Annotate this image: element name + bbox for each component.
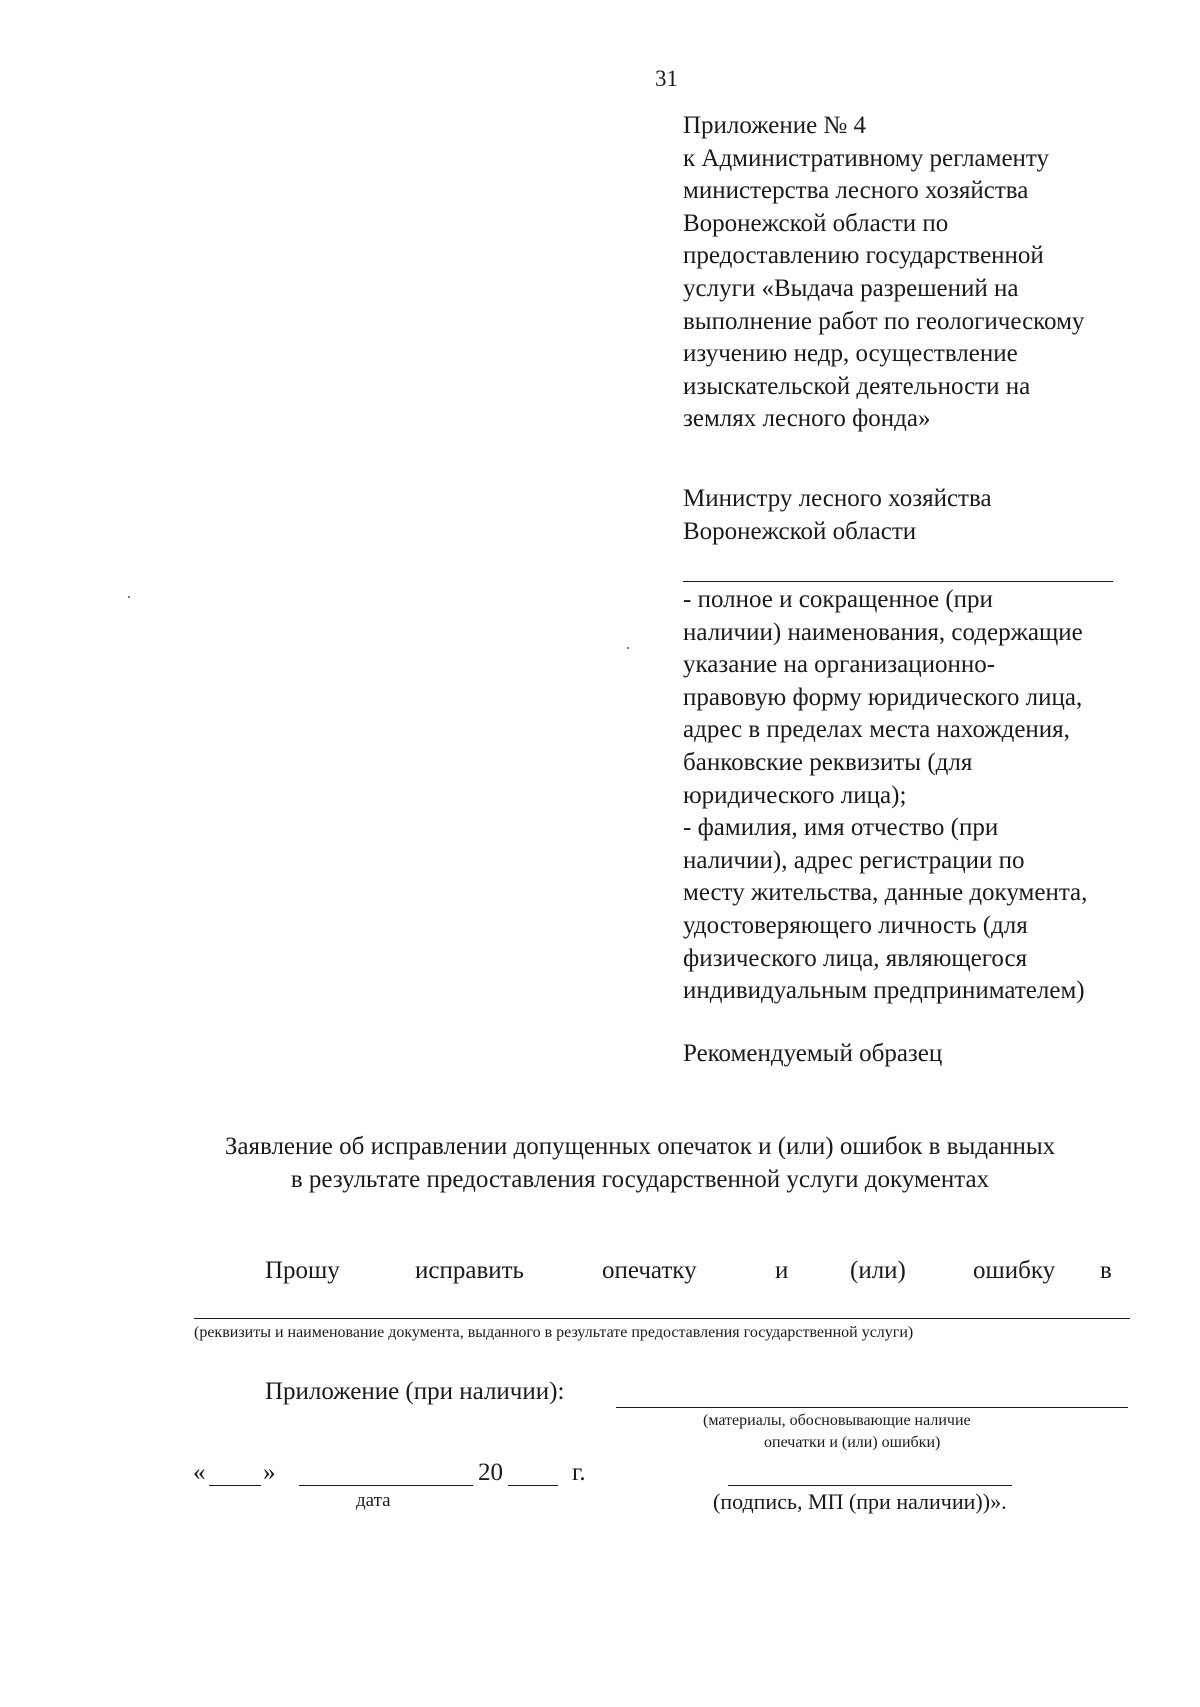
applicant-info-line: физического лица, являющегося	[683, 944, 1028, 972]
applicant-info-line: индивидуальным предпринимателем)	[683, 977, 1085, 1005]
appendix-header	[683, 110, 1143, 436]
request-word: (или)	[850, 1257, 906, 1284]
date-open-quote: «	[193, 1459, 206, 1486]
signature-caption: (подпись, МП (при наличии))».	[713, 1489, 1007, 1514]
appendix-line: предоставлению государственной	[683, 242, 1044, 270]
attachment-caption-line-1: (материалы, обосновывающие наличие	[703, 1412, 971, 1429]
applicant-info-line: - полное и сокращенное (при	[683, 586, 993, 613]
signature-blank-line	[728, 1485, 1012, 1486]
appendix-line: Приложение № 4	[683, 112, 867, 139]
sample-label: Рекомендуемый образец	[683, 1040, 943, 1067]
request-word: ошибку	[973, 1257, 1056, 1284]
applicant-info-line: наличии), адрес регистрации по	[683, 846, 1025, 874]
scan-speck	[128, 596, 130, 598]
request-word: исправить	[415, 1257, 524, 1284]
request-word: опечатку	[602, 1257, 697, 1284]
applicant-info-line: адрес в пределах места нахождения,	[683, 716, 1070, 744]
addressee-line: Министру лесного хозяйства	[683, 485, 992, 512]
appendix-line: изыскательской деятельности на	[683, 372, 1031, 400]
applicant-info-line: месту жительства, данные документа,	[683, 879, 1088, 907]
addressee	[683, 483, 1143, 548]
attachment-blank-line	[616, 1407, 1128, 1408]
request-word: Прошу	[265, 1257, 340, 1284]
applicant-info-line: указание на организационно-	[683, 651, 996, 679]
title-line-1: Заявление об исправлении допущенных опечаток и (или) ошибок в выданных	[224, 1133, 1056, 1160]
applicant-info-line: банковские реквизиты (для	[683, 748, 973, 776]
appendix-line: землях лесного фонда»	[683, 405, 931, 433]
title-line-2: в результате предоставления государственной услуги документах	[290, 1166, 990, 1193]
appendix-line: Воронежской области по	[683, 209, 949, 237]
appendix-line: изучению недр, осуществление	[683, 340, 1018, 368]
date-close-quote: »	[263, 1459, 276, 1486]
applicant-blank-line	[683, 581, 1113, 582]
appendix-line: министерства лесного хозяйства	[683, 177, 1029, 205]
date-year-blank	[508, 1485, 558, 1486]
attachment-caption-line-2: опечатки и (или) ошибки)	[764, 1434, 941, 1451]
applicant-info-line: - фамилия, имя отчество (при	[683, 814, 999, 842]
page-number: 31	[655, 66, 678, 91]
document-title	[120, 1130, 1160, 1196]
request-word: и	[775, 1257, 789, 1284]
document-requisites-caption: (реквизиты и наименование документа, выданного в результате предоставления государственной услуги)	[194, 1324, 914, 1341]
applicant-info-line: правовую форму юридического лица,	[683, 683, 1083, 711]
appendix-line: выполнение работ по геологическому	[683, 307, 1085, 335]
date-day-blank	[209, 1485, 261, 1486]
appendix-line: к Административному регламенту	[683, 144, 1050, 172]
addressee-line: Воронежской области	[683, 517, 917, 545]
applicant-info-line: юридического лица);	[683, 781, 907, 809]
scan-speck	[627, 647, 629, 649]
attachment-label: Приложение (при наличии):	[265, 1378, 565, 1405]
applicant-info	[683, 584, 1143, 1008]
request-word: в	[1100, 1257, 1112, 1284]
date-caption: дата	[356, 1490, 391, 1511]
applicant-info-line: наличии) наименования, содержащие	[683, 618, 1083, 646]
appendix-line: услуги «Выдача разрешений на	[683, 274, 1019, 302]
date-year-prefix: 20	[478, 1459, 503, 1486]
date-month-blank	[299, 1485, 473, 1486]
document-requisites-blank-line	[194, 1318, 1130, 1319]
date-year-suffix: г.	[572, 1459, 586, 1486]
applicant-info-line: удостоверяющего личность (для	[683, 911, 1028, 939]
